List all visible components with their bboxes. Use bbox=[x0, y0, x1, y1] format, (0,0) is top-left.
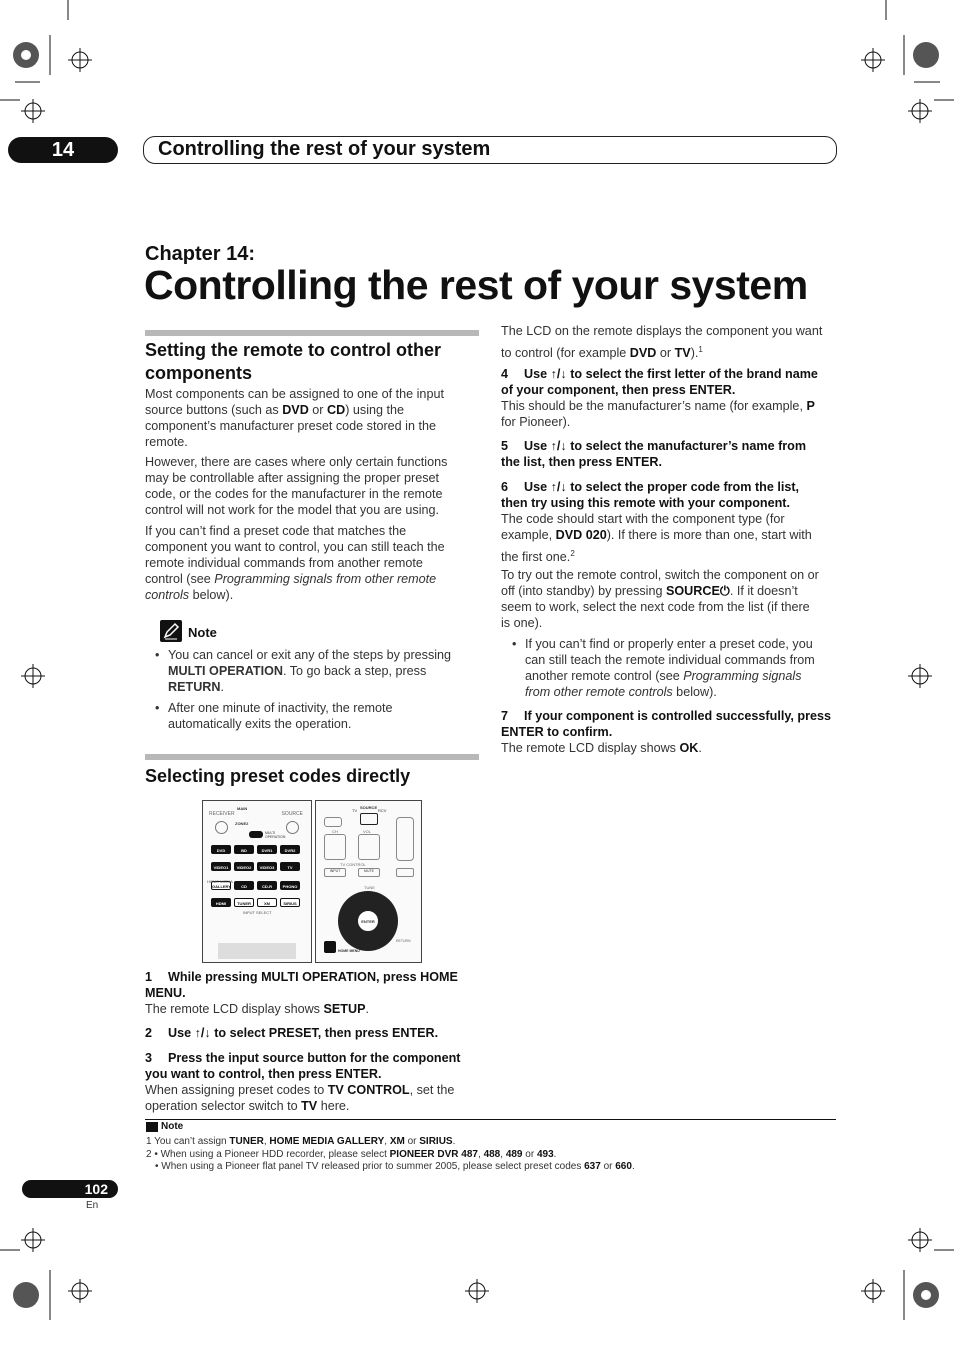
remote-label: CH bbox=[332, 829, 338, 834]
remote-label: TUNE bbox=[364, 885, 375, 890]
text: Use bbox=[168, 1026, 195, 1040]
text: another remote control (see bbox=[525, 669, 684, 683]
step-4-title bbox=[501, 366, 841, 398]
text-line: You can cancel or exit any of the steps by pressing bbox=[168, 648, 452, 662]
text-line: If you can’t find a preset code that matches the bbox=[145, 524, 407, 538]
remote-source-button: CD-R bbox=[257, 881, 277, 890]
text: SOURCE bbox=[665, 584, 720, 598]
text-line bbox=[168, 679, 478, 695]
enter-button: ENTER bbox=[357, 910, 379, 932]
text: , bbox=[263, 1136, 270, 1147]
remote-source-button: TV bbox=[280, 862, 300, 871]
text-line: code, or the codes for the manufacturer in the remote bbox=[145, 487, 443, 501]
note-icon bbox=[146, 1122, 158, 1132]
text: RETURN bbox=[168, 680, 221, 694]
text: , set the bbox=[409, 1083, 455, 1097]
multi-operation-button bbox=[249, 831, 263, 838]
text: • When using a Pioneer flat panel TV released prior to summer 2005, please select preset codes bbox=[155, 1161, 585, 1172]
remote-label: RECEIVER bbox=[209, 811, 235, 817]
text: 488 bbox=[483, 1149, 501, 1160]
text: If your component is controlled successfully, press bbox=[524, 709, 831, 723]
text: SETUP bbox=[323, 1002, 366, 1016]
text: ). If there is more than one, start with bbox=[606, 528, 812, 542]
text-line: After one minute of inactivity, the remote bbox=[168, 701, 393, 715]
note-bullet bbox=[155, 700, 478, 732]
text: or bbox=[600, 1161, 616, 1172]
text: XM bbox=[389, 1136, 405, 1147]
text-line: you want to control, then press ENTER. bbox=[145, 1067, 382, 1081]
text: operation selector switch to bbox=[145, 1099, 302, 1113]
remote-source-button: DVD bbox=[211, 845, 231, 854]
remote-label: MULTI OPERATION bbox=[265, 831, 286, 839]
text-line bbox=[501, 342, 841, 361]
text: to select the manufacturer’s name from bbox=[566, 439, 807, 453]
step-7-body bbox=[501, 740, 702, 756]
text-line bbox=[501, 546, 841, 565]
remote-label: TV bbox=[352, 808, 358, 813]
remote-label: RETURN bbox=[396, 939, 411, 943]
language-code: En bbox=[86, 1200, 99, 1211]
text-line bbox=[145, 969, 485, 985]
text-line: remote individual commands from another remote bbox=[145, 556, 423, 570]
text-line: component you want to control, you can still teach the bbox=[145, 540, 445, 554]
step-7-title bbox=[501, 708, 841, 740]
step-2-title bbox=[145, 1025, 485, 1041]
text-line: may be controllable after assigning the proper preset bbox=[145, 471, 440, 485]
text-line: However, there are cases where only certain functions bbox=[145, 455, 448, 469]
step-4-body bbox=[501, 398, 841, 430]
paragraph bbox=[145, 454, 485, 518]
remote-label: SOURCE bbox=[281, 811, 303, 817]
remote-label: RCV bbox=[378, 808, 387, 813]
step-6-body bbox=[501, 511, 841, 565]
section-heading-line: Setting the remote to control other bbox=[145, 340, 442, 360]
text: 637 bbox=[584, 1161, 601, 1172]
operation-selector-switch bbox=[360, 813, 378, 825]
text-line: MENU. bbox=[145, 986, 186, 1000]
text: , bbox=[384, 1136, 390, 1147]
text-line bbox=[168, 663, 478, 679]
text: This should be the manufacturer’s name (for example, bbox=[501, 399, 807, 413]
text: . bbox=[631, 1161, 635, 1172]
text: The remote LCD display shows bbox=[501, 741, 680, 755]
text: 493 bbox=[536, 1149, 554, 1160]
text: TV bbox=[674, 346, 691, 361]
remote-source-button: TUNER bbox=[234, 898, 254, 907]
text-line bbox=[145, 1098, 485, 1114]
text-line bbox=[501, 366, 841, 382]
footnote-3 bbox=[155, 1161, 635, 1173]
text-line: component’s manufacturer preset code stored in the bbox=[145, 419, 436, 433]
tryout-paragraph bbox=[501, 567, 841, 631]
bullet-dot: • bbox=[155, 701, 160, 715]
text: MULTI OPERATION bbox=[168, 664, 283, 678]
remote-source-button: HDMI bbox=[211, 898, 231, 907]
text: . bbox=[553, 1149, 557, 1160]
text-line: If you can’t find or properly enter a preset code, you bbox=[525, 637, 813, 651]
remote-label: HOME MENU bbox=[338, 949, 360, 953]
text: While pressing MULTI OPERATION, press HOME bbox=[168, 970, 458, 984]
remote-lcd bbox=[218, 943, 296, 959]
text-line: control will not work for the model that you are using. bbox=[145, 503, 439, 517]
text-line bbox=[501, 479, 841, 495]
mute-button bbox=[396, 868, 414, 877]
text: . bbox=[698, 741, 702, 755]
remote-label: MAIN bbox=[237, 806, 248, 811]
step-3-body bbox=[145, 1082, 485, 1114]
footnote-rule bbox=[145, 1119, 836, 1120]
remote-source-button: CD bbox=[234, 881, 254, 890]
text: P bbox=[806, 399, 815, 413]
text-line bbox=[501, 438, 841, 454]
text: CD bbox=[327, 403, 346, 417]
note-icon bbox=[160, 620, 182, 642]
text: 2 • When using a Pioneer HDD recorder, please select bbox=[146, 1149, 390, 1160]
step-5-title bbox=[501, 438, 841, 470]
text: OK bbox=[679, 741, 699, 755]
text: Programming signals from other remote bbox=[214, 572, 437, 586]
remote-source-button: SIRIUS bbox=[280, 898, 300, 907]
text: to select the first letter of the brand name bbox=[566, 367, 818, 381]
remote-label: SOURCE bbox=[360, 805, 378, 810]
text-line bbox=[145, 1082, 485, 1098]
remote-source-button: GALLERY bbox=[211, 881, 231, 890]
text-line: for Pioneer). bbox=[501, 415, 571, 429]
section-bar bbox=[145, 330, 479, 336]
remote-source-button: PHONO bbox=[280, 881, 300, 890]
text: Use bbox=[524, 367, 551, 381]
page-number: 102 bbox=[22, 1180, 118, 1198]
text-line bbox=[501, 527, 841, 543]
footnote-ref: 1 bbox=[698, 345, 703, 354]
text-line: To try out the remote control, switch the component on or bbox=[501, 568, 819, 582]
text: . bbox=[365, 1002, 369, 1016]
text: to control (for example bbox=[501, 346, 630, 361]
text-line: is one). bbox=[501, 616, 543, 630]
text-line bbox=[145, 571, 485, 587]
text: TV CONTROL bbox=[327, 1083, 410, 1097]
text-line: The LCD on the remote displays the component you want bbox=[501, 324, 823, 338]
text-line bbox=[145, 402, 485, 418]
step-number: 7 bbox=[501, 709, 509, 723]
header-title: Controlling the rest of your system bbox=[158, 138, 491, 160]
text-line: The code should start with the component type (for bbox=[501, 512, 785, 526]
text-line: ENTER to confirm. bbox=[501, 725, 613, 739]
step-6-title bbox=[501, 479, 841, 511]
chapter-title: Controlling the rest of your system bbox=[144, 262, 808, 308]
text-line bbox=[145, 587, 485, 603]
text-line: of your component, then press ENTER. bbox=[501, 383, 736, 397]
text: The remote LCD display shows bbox=[145, 1002, 324, 1016]
text: TV bbox=[301, 1099, 318, 1113]
step-1-body bbox=[145, 1001, 369, 1017]
text: Use bbox=[524, 439, 551, 453]
text: ). bbox=[690, 346, 699, 361]
text: , bbox=[500, 1149, 506, 1160]
footnote-label: Note bbox=[161, 1121, 184, 1132]
section-bar bbox=[145, 754, 479, 760]
text-line: can still teach the remote individual commands from bbox=[525, 653, 815, 667]
bullet-dot: • bbox=[155, 648, 160, 662]
chapter-number-tab bbox=[8, 137, 118, 163]
chapter-label: Chapter 14: bbox=[145, 243, 256, 265]
text: or bbox=[404, 1136, 420, 1147]
text: from other remote controls bbox=[525, 685, 673, 699]
power-icon: ⏻ bbox=[719, 584, 730, 598]
remote-label: ZONE2 bbox=[235, 821, 249, 826]
text-line bbox=[501, 398, 841, 414]
channel-rocker bbox=[324, 834, 346, 860]
footnote-1 bbox=[146, 1136, 455, 1148]
tv-mute-button: MUTE bbox=[358, 868, 380, 877]
text: example, bbox=[501, 528, 556, 542]
text: DVD 020 bbox=[555, 528, 607, 542]
remote-source-button: DVR1 bbox=[257, 845, 277, 854]
step-1-title bbox=[145, 969, 485, 1001]
text: ) using the bbox=[345, 403, 405, 417]
step-number: 2 bbox=[145, 1026, 153, 1040]
remote-source-button: DVR2 bbox=[280, 845, 300, 854]
text: below). bbox=[189, 588, 234, 602]
text-line: then try using this remote with your component. bbox=[501, 496, 790, 510]
text: 489 bbox=[505, 1149, 523, 1160]
text: source buttons (such as bbox=[145, 403, 283, 417]
arrow-icon: ↑/↓ bbox=[550, 439, 567, 453]
text: . bbox=[452, 1136, 456, 1147]
text: control (see bbox=[145, 572, 215, 586]
text: controls bbox=[145, 588, 190, 602]
tv-power-button bbox=[324, 817, 342, 827]
remote-source-button: XM bbox=[257, 898, 277, 907]
section-heading bbox=[145, 339, 441, 385]
text: or bbox=[656, 346, 675, 361]
text: SIRIUS bbox=[419, 1136, 453, 1147]
remote-source-button: VIDEO2 bbox=[234, 862, 254, 871]
text: DVD bbox=[282, 403, 309, 417]
text: HOME MEDIA GALLERY bbox=[269, 1136, 385, 1147]
note-bullet bbox=[155, 647, 478, 695]
paragraph bbox=[145, 386, 485, 450]
note-label: Note bbox=[188, 625, 217, 640]
text: to select the proper code from the list, bbox=[566, 480, 800, 494]
remote-label: INPUT SELECT bbox=[243, 910, 272, 915]
paragraph bbox=[145, 523, 485, 603]
text: Programming signals bbox=[683, 669, 802, 683]
text-line: Most components can be assigned to one of the input bbox=[145, 387, 444, 401]
tv-input-button: INPUT bbox=[324, 868, 346, 877]
text-line bbox=[501, 708, 841, 724]
section-heading-line: components bbox=[145, 363, 253, 383]
remote-label: HOME MEDIA bbox=[207, 879, 233, 884]
bullet-dot: • bbox=[512, 637, 517, 651]
remote-source-button: VIDEO1 bbox=[211, 862, 231, 871]
remote-label: TV CONTROL bbox=[340, 862, 366, 867]
text: or bbox=[308, 403, 327, 417]
text-line bbox=[145, 1050, 485, 1066]
section-heading: Selecting preset codes directly bbox=[145, 766, 411, 786]
remote-source-button: VIDEO3 bbox=[257, 862, 277, 871]
step-number: 1 bbox=[145, 970, 153, 984]
text-line: automatically exits the operation. bbox=[168, 717, 352, 731]
step-number: 3 bbox=[145, 1051, 153, 1065]
text: DVD bbox=[629, 346, 657, 361]
volume-rocker bbox=[396, 817, 414, 861]
text: . bbox=[220, 680, 224, 694]
text: Use bbox=[524, 480, 551, 494]
text-line bbox=[501, 583, 841, 599]
remote-illustration-left bbox=[202, 800, 312, 963]
remote-label: VOL bbox=[363, 829, 372, 834]
text: , bbox=[478, 1149, 484, 1160]
text: When assigning preset codes to bbox=[145, 1083, 328, 1097]
text: TUNER bbox=[229, 1136, 264, 1147]
step-3-title bbox=[145, 1050, 485, 1082]
step-number: 6 bbox=[501, 480, 509, 494]
chapter-number: 14 bbox=[51, 139, 75, 161]
step-number: 5 bbox=[501, 439, 509, 453]
text: here. bbox=[317, 1099, 350, 1113]
footnote-2 bbox=[146, 1149, 556, 1161]
arrow-icon: ↑/↓ bbox=[550, 367, 567, 381]
text: Press the input source button for the component bbox=[168, 1051, 461, 1065]
text-line bbox=[525, 684, 845, 700]
text: . If it doesn’t bbox=[729, 584, 798, 598]
text: 1 You can’t assign bbox=[146, 1136, 230, 1147]
text: PIONEER DVR 487 bbox=[389, 1149, 478, 1160]
receiver-power-button bbox=[215, 821, 228, 834]
tip-bullet bbox=[512, 636, 845, 700]
text: below). bbox=[672, 685, 717, 699]
text: the first one. bbox=[501, 550, 571, 565]
tv-volume-rocker bbox=[358, 834, 380, 860]
step-number: 4 bbox=[501, 367, 509, 381]
text-line: the list, then press ENTER. bbox=[501, 455, 662, 469]
right-intro bbox=[501, 323, 841, 361]
text-line bbox=[525, 668, 845, 684]
text: 660 bbox=[615, 1161, 632, 1172]
text: off (into standby) by pressing bbox=[501, 584, 666, 598]
remote-illustration-right bbox=[315, 800, 422, 963]
footnote-ref: 2 bbox=[570, 549, 575, 558]
text: to select PRESET, then press ENTER. bbox=[210, 1026, 439, 1040]
text-line: seem to work, select the next code from the list (if there bbox=[501, 600, 810, 614]
remote-source-button: BD bbox=[234, 845, 254, 854]
text: . To go back a step, press bbox=[282, 664, 427, 678]
arrow-icon: ↑/↓ bbox=[550, 480, 567, 494]
arrow-icon: ↑/↓ bbox=[194, 1026, 211, 1040]
text: or bbox=[522, 1149, 537, 1160]
text-line: remote. bbox=[145, 435, 188, 449]
home-menu-icon bbox=[324, 941, 336, 953]
